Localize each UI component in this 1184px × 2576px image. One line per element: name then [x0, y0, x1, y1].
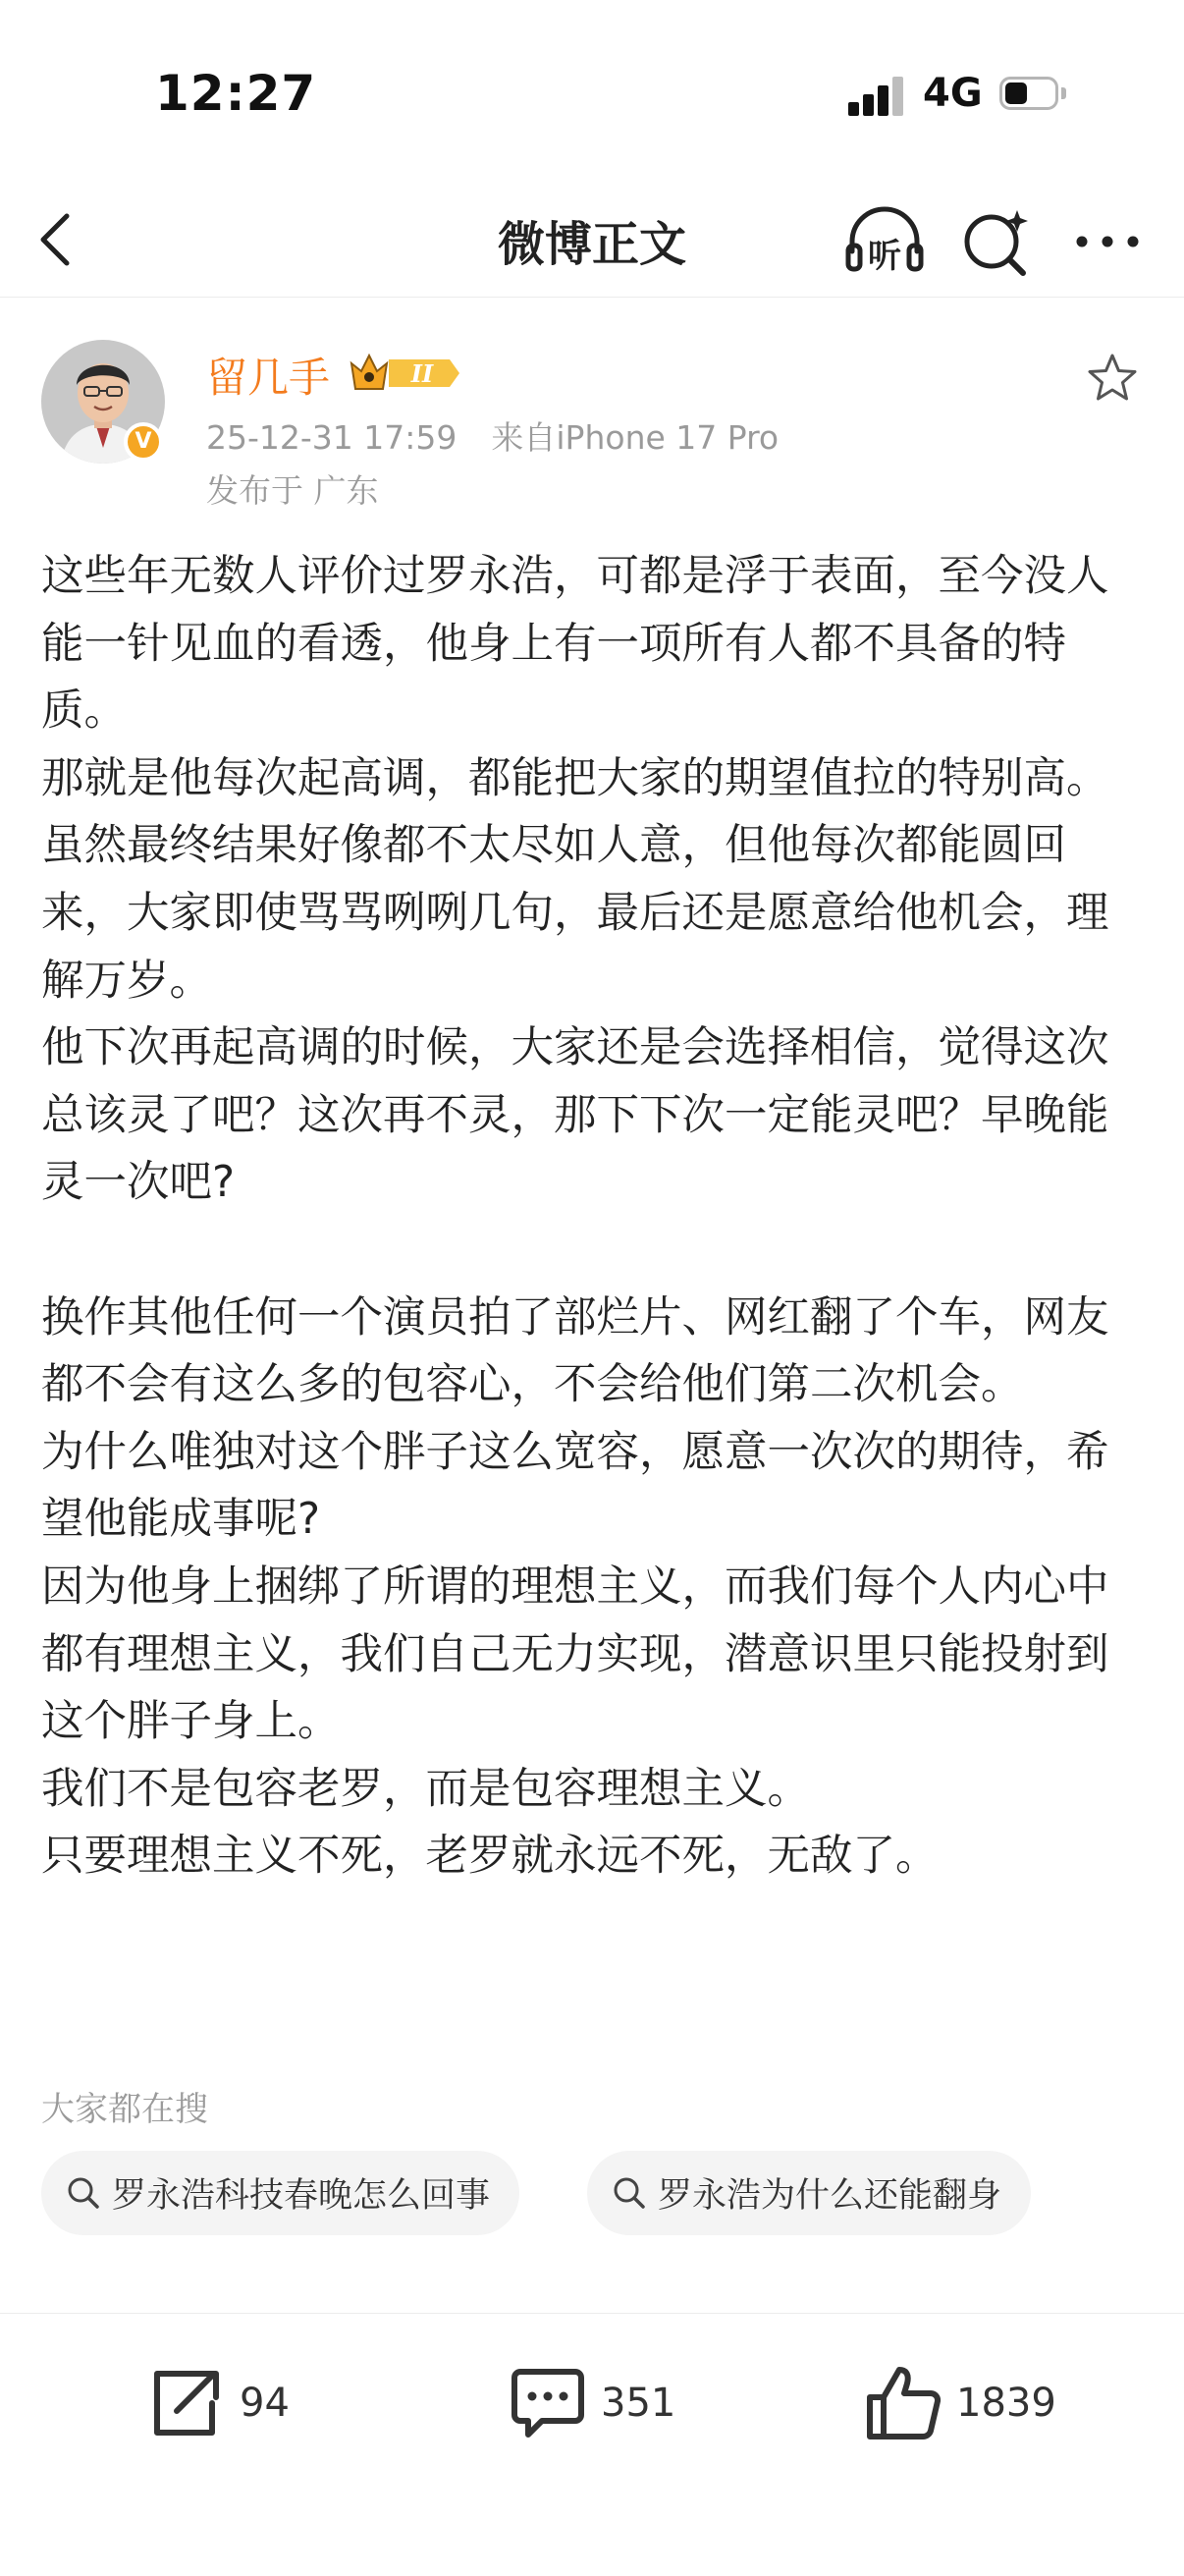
post-paragraph: 这些年无数人评价过罗永浩，可都是浮于表面，至今没人能一针见血的看透，他身上有一项所有人都不具备的特质。	[41, 552, 1109, 737]
repost-count: 94	[240, 2381, 290, 2426]
repost-button[interactable]	[147, 2359, 290, 2447]
nav-bar	[0, 187, 1184, 298]
trending-chip[interactable]	[41, 2151, 519, 2235]
badge-level: II	[410, 359, 434, 388]
listen-glyph: 听	[868, 237, 901, 276]
post-source: 来自iPhone 17 Pro	[491, 418, 780, 457]
post-location: 发布于 广东	[206, 471, 379, 510]
page-title: 微博正文	[497, 217, 686, 272]
trending-label: 大家都在搜	[41, 2090, 208, 2129]
post-paragraph-blank	[41, 1217, 1149, 1285]
comment-count: 351	[601, 2381, 676, 2426]
comment-bubble-icon	[509, 2364, 587, 2442]
post-paragraph: 那就是他每次起高调，都能把大家的期望值拉的特别高。	[41, 753, 1109, 803]
headphones-listen-icon	[842, 198, 927, 283]
trending-chip-label: 罗永浩科技春晚怎么回事	[112, 2176, 491, 2216]
network-type: 4G	[923, 71, 983, 116]
comment-button[interactable]	[509, 2359, 675, 2447]
post-paragraph: 因为他身上捆绑了所谓的理想主义，而我们每个人内心中都有理想主义，我们自己无力实现，潜意识里只能投射到这个胖子身上。	[41, 1562, 1109, 1747]
verified-v-icon: V	[124, 422, 163, 462]
like-count: 1839	[956, 2381, 1056, 2426]
post-time: 25-12-31 17:59	[206, 418, 457, 457]
repost-share-icon	[147, 2364, 226, 2442]
search-icon	[611, 2174, 648, 2212]
thumbs-up-icon	[864, 2364, 942, 2442]
post-paragraph: 为什么唯独对这个胖子这么宽容，愿意一次次的期待，希望他能成事呢?	[41, 1427, 1109, 1545]
post-meta	[206, 412, 779, 459]
more-dots-icon	[1068, 198, 1147, 283]
favorite-button[interactable]	[1086, 352, 1139, 405]
trending-chip[interactable]	[587, 2151, 1031, 2235]
search-icon	[65, 2174, 102, 2212]
battery-icon	[999, 77, 1068, 112]
trending-chip-label: 罗永浩为什么还能翻身	[658, 2176, 1002, 2216]
post-paragraph: 他下次再起高调的时候，大家还是会选择相信，觉得这次总该灵了吧？这次再不灵，那下下次一定能灵吧？早晚能灵一次吧?	[41, 1023, 1109, 1208]
search-button[interactable]	[958, 198, 1037, 283]
crown-badge-icon[interactable]	[348, 350, 463, 397]
post-paragraph: 只要理想主义不死，老罗就永远不死，无敌了。	[41, 1832, 939, 1882]
post-paragraph: 我们不是包容老罗，而是包容理想主义。	[41, 1764, 810, 1814]
status-bar	[0, 0, 1184, 187]
status-time: 12:27	[155, 65, 317, 122]
post-paragraph: 虽然最终结果好像都不太尽如人意，但他每次都能圆回来，大家即使骂骂咧咧几句，最后还是愿意给他机会，理解万岁。	[41, 821, 1109, 1006]
listen-button[interactable]	[842, 198, 927, 283]
like-button[interactable]	[864, 2359, 1056, 2447]
author-name[interactable]: 留几手	[206, 354, 331, 402]
cellular-signal-icon	[848, 77, 905, 116]
post-paragraph: 换作其他任何一个演员拍了部烂片、网红翻了个车，网友都不会有这么多的包容心，不会给他们第二次机会。	[41, 1292, 1109, 1410]
more-button[interactable]	[1068, 198, 1147, 283]
post-body	[41, 543, 1149, 1891]
search-sparkle-icon	[958, 198, 1037, 283]
bottom-action-bar	[0, 2313, 1184, 2576]
star-outline-icon	[1086, 352, 1139, 405]
